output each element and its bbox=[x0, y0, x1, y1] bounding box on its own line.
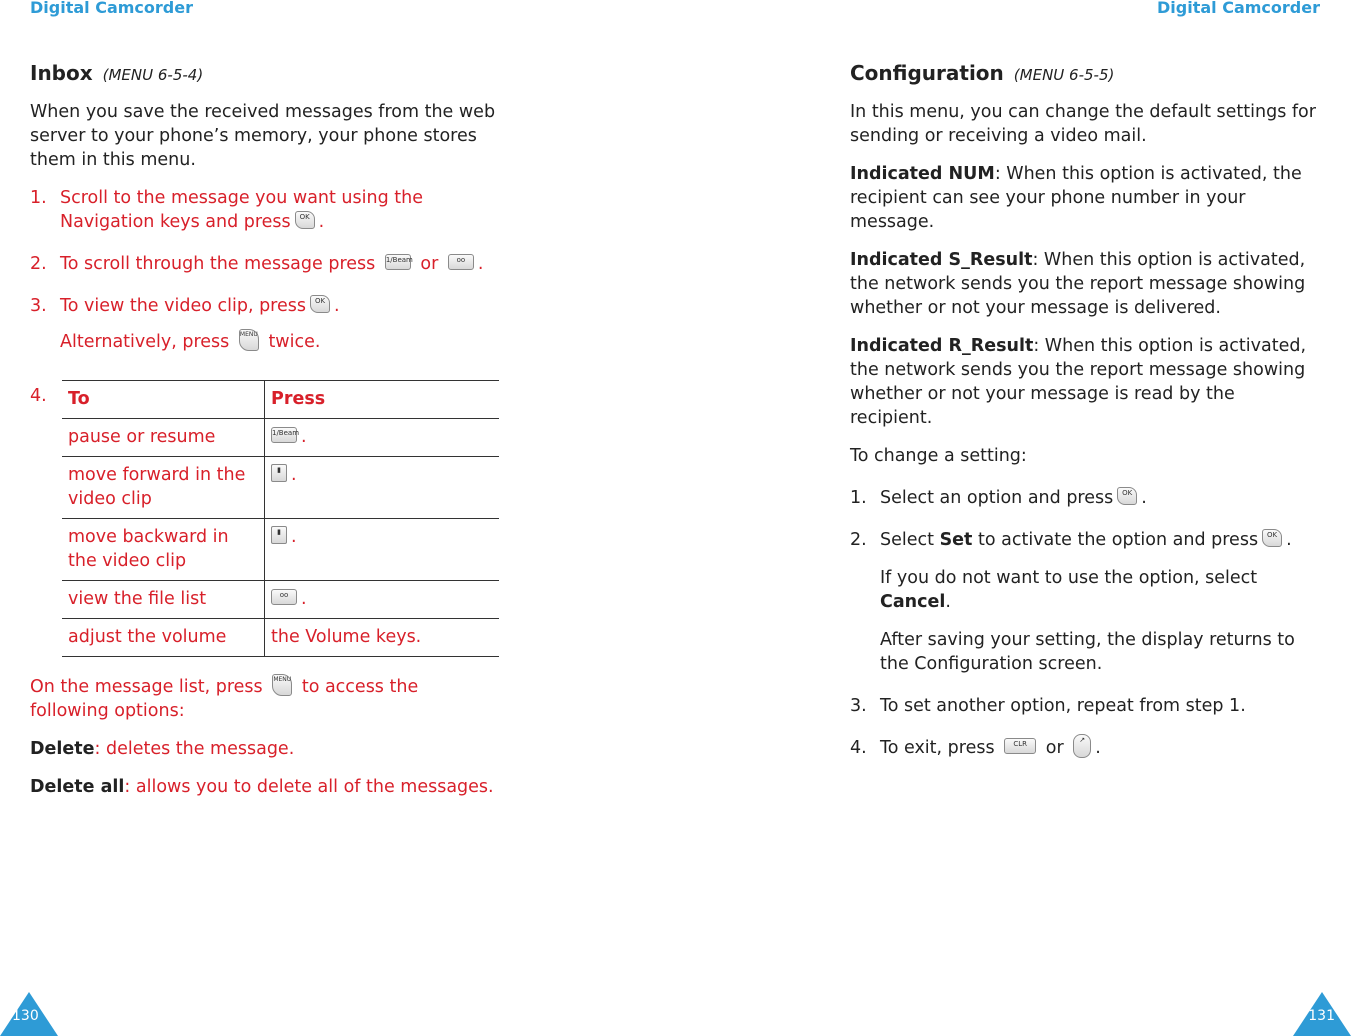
left-page bbox=[30, 60, 500, 813]
step-text: Select an option and press bbox=[880, 488, 1114, 508]
ok-key-icon: OK bbox=[1117, 487, 1137, 505]
configuration-heading: Configuration bbox=[850, 61, 1004, 85]
delete-label: Delete bbox=[30, 739, 95, 759]
step-text-a: Select bbox=[880, 530, 934, 550]
indicated-r-label: Indicated R_Result bbox=[850, 336, 1034, 356]
step-number: 3. bbox=[30, 296, 47, 316]
config-note-return: After saving your setting, the display returns to the Configuration screen. bbox=[880, 630, 1295, 674]
row-key bbox=[265, 581, 500, 619]
indicated-r-result bbox=[850, 334, 1320, 430]
page-number-left: 130 bbox=[12, 1008, 39, 1024]
step-text: To view the video clip, press bbox=[60, 296, 306, 316]
beam-key-icon: 1/Beam bbox=[385, 254, 411, 270]
step-number: 4. bbox=[850, 738, 867, 758]
indicated-num-text: : When this option is activated, the recipient can see your phone number in your message. bbox=[850, 164, 1302, 232]
step-text: To set another option, repeat from step 1. bbox=[880, 696, 1246, 716]
inbox-step-3-alt bbox=[30, 330, 500, 354]
indicated-r-text: : When this option is activated, the network sends you the report message showing whether or not your message is read by the recipient. bbox=[850, 336, 1307, 428]
ok-key-icon: OK bbox=[1262, 529, 1282, 547]
or-text: or bbox=[1045, 738, 1064, 758]
row-key-text: . bbox=[301, 589, 307, 609]
indicated-s-result bbox=[850, 248, 1320, 320]
change-setting-intro: To change a setting: bbox=[850, 446, 1027, 466]
delete-all-label: Delete all bbox=[30, 777, 125, 797]
options-text-b: to access the following options: bbox=[30, 677, 419, 721]
inbox-step-3: 3. To view the video clip, press OK . bbox=[30, 296, 340, 316]
step-text: To exit, press bbox=[880, 738, 995, 758]
header-to: To bbox=[62, 381, 265, 419]
inbox-intro: When you save the received messages from the web server to your phone’s memory, your phone stores them in this menu. bbox=[30, 102, 496, 170]
inbox-menu-code: (MENU 6-5-4) bbox=[102, 66, 204, 84]
step-number: 1. bbox=[850, 488, 867, 508]
row-key-text: . bbox=[291, 527, 297, 547]
delete-text: : deletes the message. bbox=[94, 739, 295, 759]
cancel-option: Cancel bbox=[880, 592, 946, 612]
option-delete bbox=[30, 737, 500, 761]
step-number: 2. bbox=[30, 254, 47, 274]
option-delete-all bbox=[30, 775, 500, 799]
inbox-step-2: 2. To scroll through the message press 1/Beam or oo . bbox=[30, 254, 484, 274]
config-step-1: 1. Select an option and press OK . bbox=[850, 488, 1147, 508]
row-key bbox=[265, 457, 500, 519]
row-action: pause or resume bbox=[62, 419, 265, 457]
table-row bbox=[62, 519, 499, 581]
ok-key-icon: OK bbox=[310, 295, 330, 313]
end-key-icon: ↗ bbox=[1073, 734, 1091, 758]
running-header-right: Digital Camcorder bbox=[1157, 0, 1320, 17]
row-key-text: . bbox=[301, 427, 307, 447]
row-action: adjust the volume bbox=[62, 619, 265, 657]
step-number: 4. bbox=[30, 386, 47, 406]
right-page bbox=[850, 60, 1320, 778]
page-number-right: 131 bbox=[1308, 1008, 1335, 1024]
menu-key-icon: MENU bbox=[239, 329, 259, 351]
delete-all-text: : allows you to delete all of the messages. bbox=[124, 777, 494, 797]
tape-key-icon: oo bbox=[448, 254, 474, 270]
row-key bbox=[265, 419, 500, 457]
inbox-step-1: 1. Scroll to the message you want using the Navigation keys and press OK . bbox=[30, 188, 423, 232]
configuration-intro: In this menu, you can change the default settings for sending or receiving a video mail. bbox=[850, 102, 1316, 146]
step-number: 1. bbox=[30, 188, 47, 208]
config-note-cancel: If you do not want to use the option, select Cancel. bbox=[880, 568, 1258, 612]
ok-key-icon: OK bbox=[295, 211, 315, 229]
nav-right-key-icon: ▮ bbox=[271, 464, 287, 482]
note-text: If you do not want to use the option, select bbox=[880, 568, 1258, 588]
row-key: the Volume keys. bbox=[271, 627, 422, 647]
set-option: Set bbox=[939, 530, 973, 550]
options-intro bbox=[30, 675, 500, 723]
inbox-step-4 bbox=[30, 380, 500, 657]
indicated-num bbox=[850, 162, 1320, 234]
configuration-title bbox=[850, 60, 1320, 88]
header-press: Press bbox=[271, 389, 326, 409]
table-row bbox=[62, 419, 499, 457]
config-step-3 bbox=[850, 694, 1320, 718]
config-step-2: 2. Select Set to activate the option and press OK . bbox=[850, 530, 1292, 550]
row-action: move forward in the video clip bbox=[62, 457, 265, 519]
alt-text-a: Alternatively, press bbox=[60, 332, 230, 352]
menu-key-icon: MENU bbox=[272, 674, 292, 696]
clr-key-icon: CLR bbox=[1004, 738, 1036, 754]
step-number: 3. bbox=[850, 696, 867, 716]
row-key bbox=[265, 519, 500, 581]
row-action: view the file list bbox=[62, 581, 265, 619]
table-header-row bbox=[62, 381, 499, 419]
step-number: 2. bbox=[850, 530, 867, 550]
indicated-s-label: Indicated S_Result bbox=[850, 250, 1033, 270]
indicated-s-text: : When this option is activated, the network sends you the report message showing whether or not your message is delivered. bbox=[850, 250, 1306, 318]
or-text: or bbox=[420, 254, 439, 274]
step-text: Scroll to the message you want using the Navigation keys and press bbox=[60, 188, 423, 232]
indicated-num-label: Indicated NUM bbox=[850, 164, 995, 184]
step-text-b: to activate the option and press bbox=[978, 530, 1259, 550]
table-row bbox=[62, 619, 499, 657]
row-key-text: . bbox=[291, 465, 297, 485]
running-header-left: Digital Camcorder bbox=[30, 0, 193, 17]
controls-table bbox=[62, 380, 499, 657]
config-step-4: 4. To exit, press CLR or ↗ . bbox=[850, 736, 1101, 758]
row-action: move backward in the video clip bbox=[62, 519, 265, 581]
beam-key-icon: 1/Beam bbox=[271, 427, 297, 443]
table-row bbox=[62, 457, 499, 519]
configuration-menu-code: (MENU 6-5-5) bbox=[1013, 66, 1115, 84]
nav-left-key-icon: ▮ bbox=[271, 526, 287, 544]
options-text-a: On the message list, press bbox=[30, 677, 263, 697]
tape-key-icon: oo bbox=[271, 589, 297, 605]
table-row bbox=[62, 581, 499, 619]
inbox-title bbox=[30, 60, 500, 88]
step-text: To scroll through the message press bbox=[60, 254, 376, 274]
alt-text-b: twice. bbox=[268, 332, 321, 352]
inbox-heading: Inbox bbox=[30, 61, 93, 85]
